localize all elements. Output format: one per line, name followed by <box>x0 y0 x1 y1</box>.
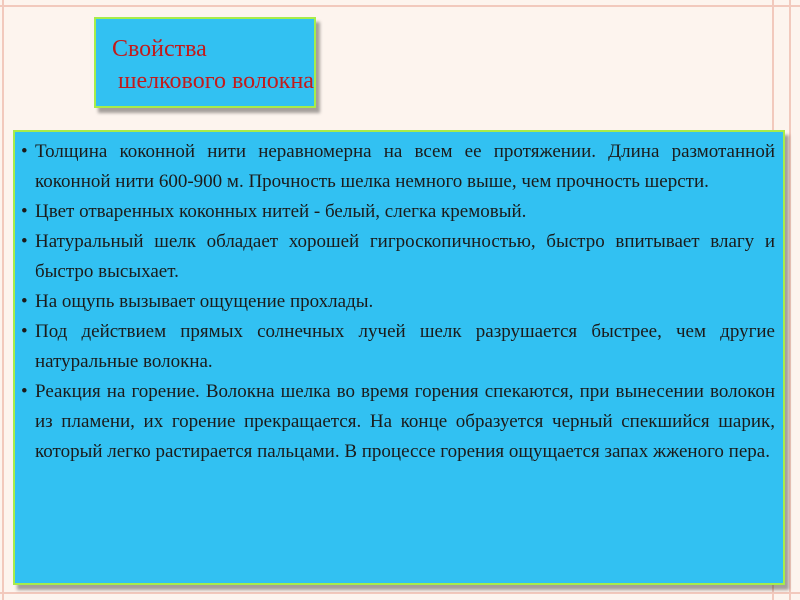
bullet-text: Натуральный шелк обладает хорошей гигроскопичностью, быстро впитывает влагу и быстро высыхает. <box>35 231 775 282</box>
bullet-text: Реакция на горение. Волокна шелка во время горения спекаются, при вынесении волокон из пламени, их горение прекращается. На конце образуется черный спекшийся шарик, который легко растирается пальцами. В процессе горения ощущается запах жженого пера. <box>35 381 775 462</box>
bullet-text: Толщина коконной нити неравномерна на всем ее протяжении. Длина размотанной коконной нити 600-900 м. Прочность шелка немного выше, чем прочность шерсти. <box>35 141 775 192</box>
bullet-item <box>21 227 775 287</box>
bullet-dot: • <box>21 291 28 312</box>
bullet-dot: • <box>21 141 28 162</box>
title-box <box>94 17 316 108</box>
bullet-dot: • <box>21 201 28 222</box>
frame-line-right-outer <box>789 0 791 600</box>
bullet-item <box>21 197 775 227</box>
bullet-item <box>21 377 775 467</box>
bullet-text: На ощупь вызывает ощущение прохлады. <box>35 291 374 312</box>
content-box <box>13 130 785 585</box>
bullet-dot: • <box>21 231 28 252</box>
bullet-item <box>21 287 775 317</box>
bullet-item <box>21 317 775 377</box>
bullet-dot: • <box>21 381 28 402</box>
frame-line-bottom <box>0 592 800 594</box>
slide-title: Свойства шелкового волокна <box>112 36 314 94</box>
bullet-text: Цвет отваренных коконных нитей - белый, слегка кремовый. <box>35 201 527 222</box>
bullet-dot: • <box>21 321 28 342</box>
bullet-item <box>21 137 775 197</box>
bullet-text: Под действием прямых солнечных лучей шелк разрушается быстрее, чем другие натуральные волокна. <box>35 321 775 372</box>
frame-line-left <box>2 0 4 600</box>
frame-line-top <box>0 5 800 7</box>
